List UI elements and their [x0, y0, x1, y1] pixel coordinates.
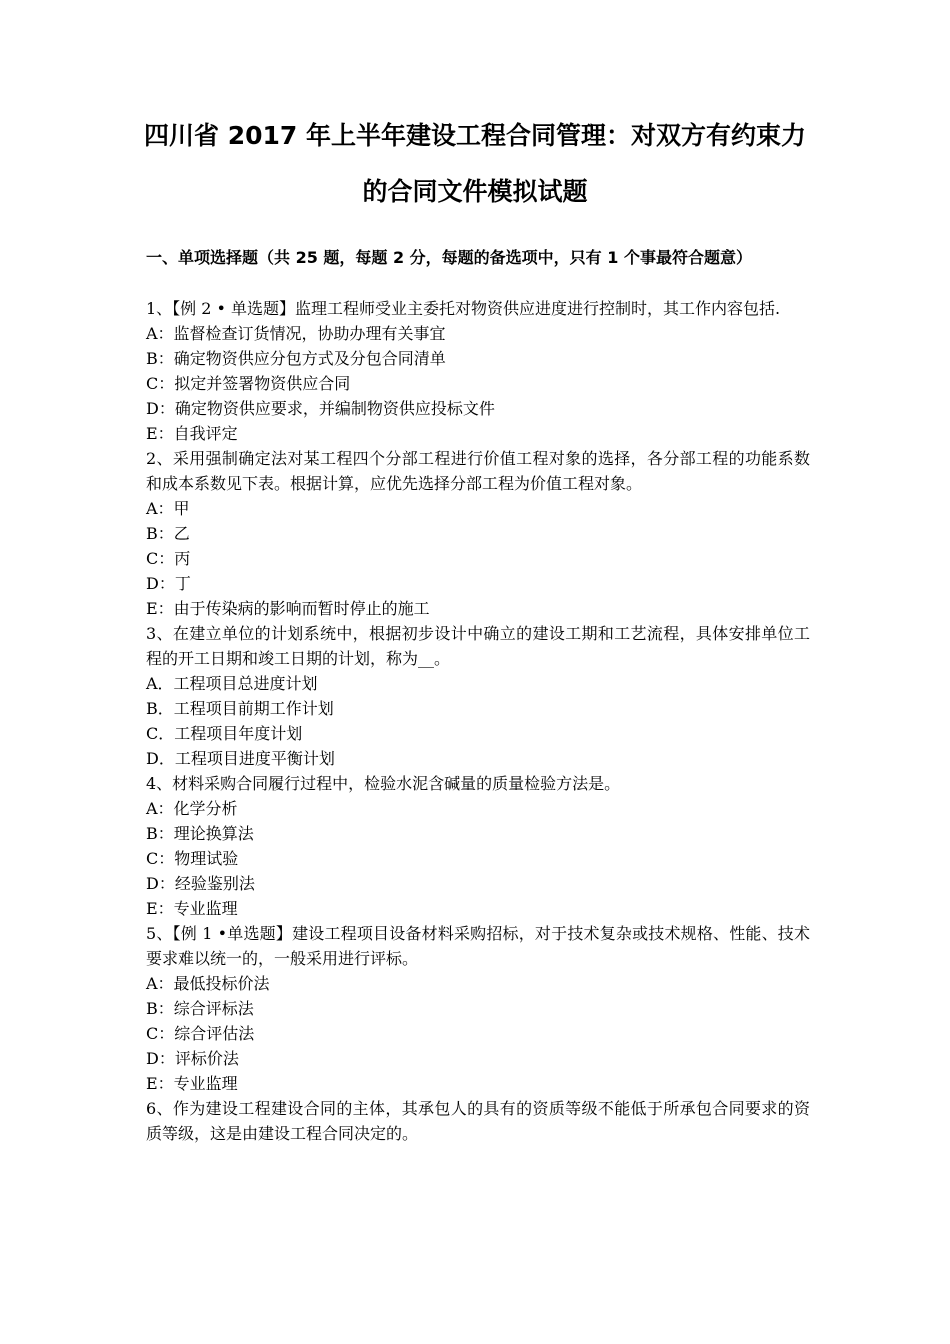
question-4-option-b: B：理论换算法	[146, 824, 254, 843]
question-2-option-e: E：由于传染病的影响而暂时停止的施工	[146, 599, 430, 618]
question-4-option-d: D：经验鉴别法	[146, 874, 255, 893]
title-line-2: 的合同文件模拟试题	[362, 177, 588, 206]
question-1-option-c: C：拟定并签署物资供应合同	[146, 374, 351, 393]
question-5-option-b: B：综合评标法	[146, 999, 254, 1018]
question-1-option-d: D：确定物资供应要求，并编制物资供应投标文件	[146, 399, 495, 418]
question-2-option-b: B：乙	[146, 524, 190, 543]
question-3-option-a: A．工程项目总进度计划	[146, 674, 318, 693]
question-3-option-c: C．工程项目年度计划	[146, 724, 303, 743]
question-4-option-c: C：物理试验	[146, 849, 239, 868]
question-stem-6: 6、作为建设工程建设合同的主体，其承包人的具有的资质等级不能低于所承包合同要求的资质等级，这是由建设工程合同决定的。	[146, 1099, 810, 1143]
question-2-option-c: C：丙	[146, 549, 191, 568]
question-3-option-b: B．工程项目前期工作计划	[146, 699, 334, 718]
section-heading: 一、单项选择题（共 25 题，每题 2 分，每题的备选项中，只有 1 个事最符合题意）	[146, 248, 752, 267]
question-5-option-d: D：评标价法	[146, 1049, 239, 1068]
question-5-option-e: E：专业监理	[146, 1074, 238, 1093]
question-5-option-c: C：综合评估法	[146, 1024, 255, 1043]
question-stem-2: 2、采用强制确定法对某工程四个分部工程进行价值工程对象的选择，各分部工程的功能系数和成本系数见下表。根据计算，应优先选择分部工程为价值工程对象。	[146, 449, 810, 493]
question-stem-5: 5、【例 1 •单选题】建设工程项目设备材料采购招标，对于技术复杂或技术规格、性能、技术要求难以统一的，一般采用进行评标。	[146, 924, 810, 968]
question-stem-4: 4、材料采购合同履行过程中，检验水泥含碱量的质量检验方法是。	[146, 774, 621, 793]
question-2-option-d: D：丁	[146, 574, 191, 593]
question-4-option-e: E：专业监理	[146, 899, 238, 918]
question-stem-1: 1、【例 2 • 单选题】监理工程师受业主委托对物资供应进度进行控制时，其工作内容包括.	[146, 299, 781, 318]
question-1-option-b: B：确定物资供应分包方式及分包合同清单	[146, 349, 446, 368]
document-title	[120, 108, 830, 220]
question-1-option-a: A：监督检查订货情况，协助办理有关事宜	[146, 324, 446, 343]
question-4-option-a: A：化学分析	[146, 799, 238, 818]
question-1-option-e: E：自我评定	[146, 424, 238, 443]
title-line-1: 四川省 2017 年上半年建设工程合同管理：对双方有约束力	[144, 121, 806, 150]
question-list	[146, 296, 810, 1146]
question-3-option-d: D．工程项目进度平衡计划	[146, 749, 335, 768]
question-stem-3: 3、在建立单位的计划系统中，根据初步设计中确立的建设工期和工艺流程，具体安排单位工程的开工日期和竣工日期的计划，称为__。	[146, 624, 810, 668]
question-2-option-a: A：甲	[146, 499, 190, 518]
question-5-option-a: A：最低投标价法	[146, 974, 270, 993]
